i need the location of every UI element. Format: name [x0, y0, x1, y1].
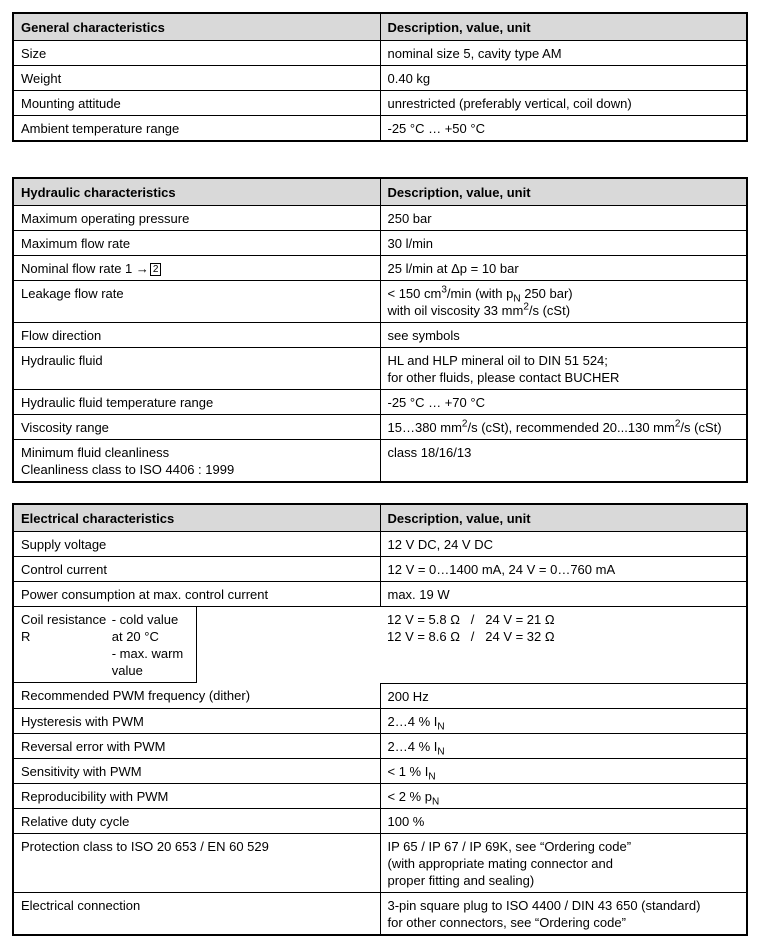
row-value: 200 Hz — [380, 683, 747, 708]
row-label: Control current — [13, 557, 380, 582]
hydraulic-characteristics-table — [12, 177, 748, 483]
row-value: class 18/16/13 — [387, 445, 472, 460]
table-row — [13, 348, 747, 390]
row-value: 100 % — [380, 808, 747, 833]
row-value: 0.40 kg — [380, 66, 747, 91]
table-title-cell: General characteristics — [13, 13, 380, 41]
electrical-characteristics-grid — [12, 503, 748, 936]
row-label: Flow direction — [13, 323, 380, 348]
row-value: HL and HLP mineral oil to DIN 51 524; for other fluids, please contact BUCHER — [380, 348, 747, 390]
row-label: Ambient temperature range — [13, 116, 380, 142]
row-sublabel-text: - cold value at 20 °C - max. warm value — [111, 612, 184, 678]
row-label: Electrical connection — [13, 892, 380, 935]
table-row — [13, 582, 747, 607]
row-label — [14, 607, 197, 683]
header-value-cell: Description, value, unit — [380, 178, 747, 206]
row-value: 12 V DC, 24 V DC — [380, 532, 747, 557]
row-value: nominal size 5, cavity type AM — [380, 41, 747, 66]
row-value: -25 °C … +70 °C — [380, 390, 747, 415]
table-header-row — [13, 504, 747, 532]
row-label: Viscosity range — [13, 415, 380, 440]
row-label: Power consumption at max. control current — [13, 582, 380, 607]
table-row — [13, 116, 747, 142]
table-title-cell: Electrical characteristics — [13, 504, 380, 532]
row-label: Mounting attitude — [13, 91, 380, 116]
row-label: Leakage flow rate — [13, 281, 380, 323]
row-value: 15…380 $mm^2/s$ (cSt), recommended 20...130 $mm^2/s$ (cSt) — [380, 415, 747, 440]
table-row — [13, 281, 747, 323]
row-value: IP 65 / IP 67 / IP 69K, see “Ordering code” (with appropriate mating connector and proper fitting and sealing) — [380, 833, 747, 892]
row-value: < 150 $cm^3/\min$ (with $p_N$ 250 bar) with oil viscosity 33 $mm^2/s$ (cSt) — [380, 281, 747, 323]
row-value: 2…4 % $I_N$ — [380, 708, 747, 733]
row-value: see symbols — [380, 323, 747, 348]
header-value-cell: Description, value, unit — [380, 504, 747, 532]
row-label: Hydraulic fluid temperature range — [13, 390, 380, 415]
row-value: 250 bar — [380, 206, 747, 231]
row-value: -25 °C … +50 °C — [387, 121, 485, 136]
table-row — [13, 91, 747, 116]
row-label: Reproducibility with PWM — [13, 783, 380, 808]
row-label: Maximum flow rate — [13, 231, 380, 256]
row-label: Recommended PWM frequency (dither) — [13, 683, 380, 708]
row-label: Minimum fluid cleanliness Cleanliness class to ISO 4406 : 1999 — [13, 440, 380, 483]
table-row — [13, 607, 747, 684]
table-row — [13, 41, 747, 66]
table-row — [13, 206, 747, 231]
row-value: 12 V = 0…1400 mA, 24 V = 0…760 mA — [380, 557, 747, 582]
row-value: < 2 % $p_N$ — [380, 783, 747, 808]
row-value: 2…4 % $I_N$ — [380, 733, 747, 758]
table-row — [13, 833, 747, 892]
row-value: 30 l/min — [380, 231, 747, 256]
row-label: Maximum operating pressure — [13, 206, 380, 231]
header-value-cell: Description, value, unit — [380, 13, 747, 41]
table-row — [13, 683, 747, 708]
row-label: Protection class to ISO 20 653 / EN 60 529 — [13, 833, 380, 892]
row-value: unrestricted (preferably vertical, coil down) — [380, 91, 747, 116]
electrical-characteristics-table — [12, 503, 748, 936]
hydraulic-characteristics-grid — [12, 177, 748, 483]
table-row — [13, 783, 747, 808]
table-row — [13, 256, 747, 281]
row-value: max. 19 W — [380, 582, 747, 607]
row-label: Supply voltage — [13, 532, 380, 557]
table-row — [13, 758, 747, 783]
table-header-row — [13, 13, 747, 41]
table-title-cell: Hydraulic characteristics — [13, 178, 380, 206]
table-row — [13, 532, 747, 557]
row-value: < 1 % $I_N$ — [380, 758, 747, 783]
row-label-text: Coil resistance R — [21, 612, 107, 644]
general-characteristics-grid — [12, 12, 748, 142]
table-row — [13, 66, 747, 91]
row-value: 12 V = 5.8 Ω / 24 V = 21 Ω 12 V = 8.6 Ω / 24 V = 32 Ω — [380, 607, 747, 684]
row-label: Size — [13, 41, 380, 66]
row-label: Nominal flow rate 1 → 2 — [13, 256, 380, 281]
table-row — [13, 733, 747, 758]
table-row — [13, 415, 747, 440]
row-label: Hydraulic fluid — [13, 348, 380, 390]
table-row — [13, 808, 747, 833]
general-characteristics-table — [12, 12, 748, 142]
row-label: Sensitivity with PWM — [13, 758, 380, 783]
table-header-row — [13, 178, 747, 206]
table-row — [13, 708, 747, 733]
row-label: Relative duty cycle — [13, 808, 380, 833]
table-row — [13, 557, 747, 582]
table-row — [13, 892, 747, 935]
row-label: Reversal error with PWM — [13, 733, 380, 758]
row-label: Hysteresis with PWM — [13, 708, 380, 733]
row-value: 3-pin square plug to ISO 4400 / DIN 43 650 (standard) for other connectors, see “Ordering code” — [387, 897, 701, 930]
row-label: Weight — [13, 66, 380, 91]
table-row — [13, 231, 747, 256]
table-row — [13, 440, 747, 483]
table-row — [13, 323, 747, 348]
row-value: 25 l/min at Δp = 10 bar — [380, 256, 747, 281]
table-row — [13, 390, 747, 415]
